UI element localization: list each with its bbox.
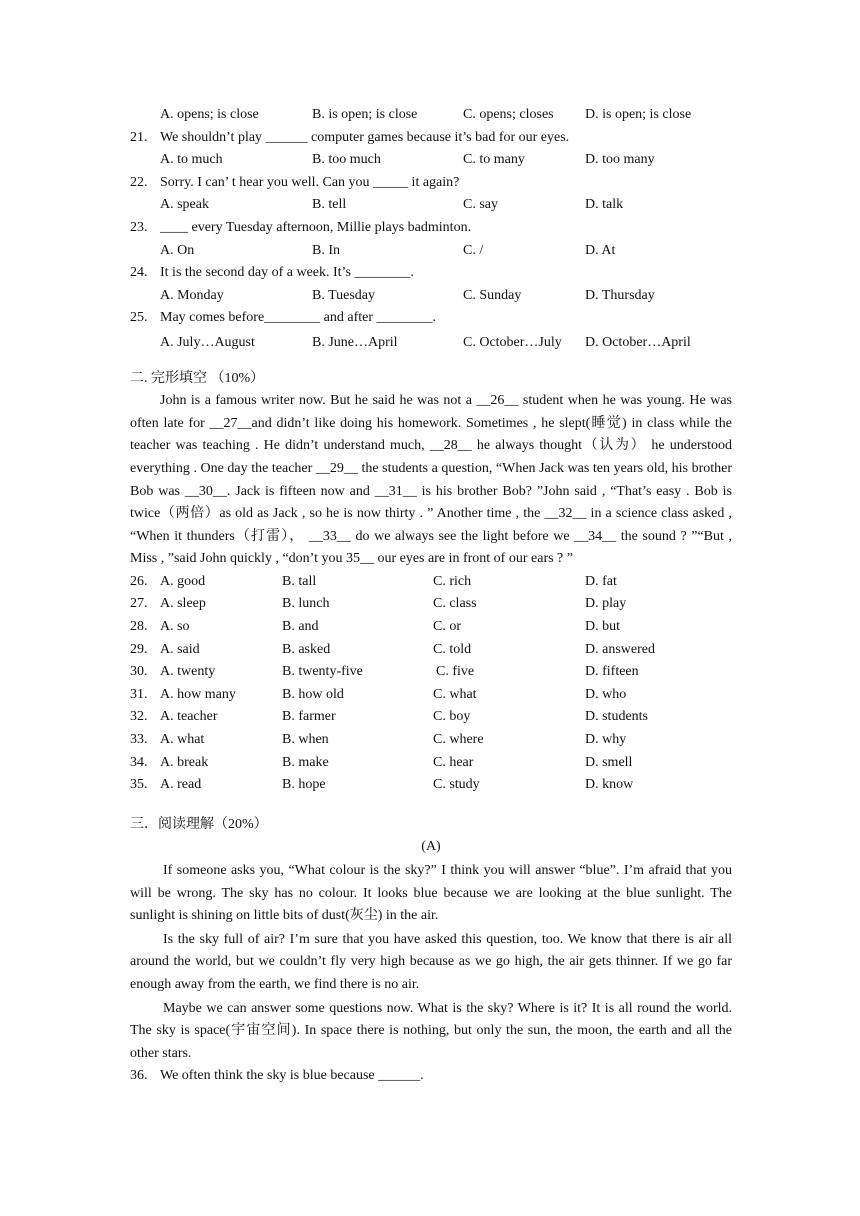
option-b[interactable]: B. twenty-five bbox=[282, 664, 363, 680]
q24-options bbox=[160, 285, 732, 308]
exam-page bbox=[130, 104, 732, 1088]
item-number: 27. bbox=[130, 596, 148, 612]
option-a[interactable]: A. how many bbox=[160, 686, 236, 702]
option-a[interactable]: A. speak bbox=[160, 197, 209, 213]
option-b[interactable]: B. farmer bbox=[282, 709, 336, 725]
question-text: We often think the sky is blue because ______. bbox=[160, 1068, 424, 1084]
item-number: 29. bbox=[130, 641, 148, 657]
option-b[interactable]: B. is open; is close bbox=[312, 107, 418, 122]
option-b[interactable]: B. make bbox=[282, 754, 329, 770]
item-number: 34. bbox=[130, 754, 148, 770]
option-b[interactable]: B. Tuesday bbox=[312, 287, 376, 303]
question-number: 22. bbox=[130, 174, 148, 190]
question-36 bbox=[130, 1065, 732, 1088]
option-c[interactable]: C. to many bbox=[463, 152, 525, 168]
reading-paragraph-1: If someone asks you, “What colour is the sky?” I think you will answer “blue”. I’m afraid that you will be wrong. The sky has no colour. It looks blue because we are looking at the blue sunlight. The sunlight is shining on little bits of dust(灰尘) in the air. bbox=[130, 863, 732, 924]
cloze-options bbox=[130, 571, 732, 797]
cloze-item-28 bbox=[130, 616, 732, 639]
option-a[interactable]: A. break bbox=[160, 754, 209, 770]
question-text: May comes before________ and after ________. bbox=[160, 310, 437, 326]
option-a[interactable]: A. July…August bbox=[160, 334, 255, 350]
option-b[interactable]: B. too much bbox=[312, 152, 381, 168]
option-a[interactable]: A. so bbox=[160, 619, 190, 635]
item-number: 26. bbox=[130, 573, 148, 589]
item-number: 35. bbox=[130, 777, 148, 793]
option-d[interactable]: D. smell bbox=[585, 754, 633, 770]
option-d[interactable]: D. students bbox=[585, 709, 648, 725]
option-c[interactable]: C. study bbox=[433, 777, 480, 793]
option-d[interactable]: D. fat bbox=[585, 573, 617, 589]
option-a[interactable]: A. opens; is close bbox=[160, 107, 259, 122]
option-d[interactable]: D. At bbox=[585, 242, 616, 258]
option-c[interactable]: C. hear bbox=[433, 754, 474, 770]
option-b[interactable]: B. how old bbox=[282, 686, 344, 702]
question-21 bbox=[130, 127, 732, 150]
cloze-passage: John is a famous writer now. But he said he was not a __26__ student when he was young. He was often late for __27__and didn’t like doing his homework. Sometimes , he slept(睡觉) in class while the teacher was teaching . He didn’t understand much, __28__ he always thought（认为） he understood everything . One day the teacher __29__ the students a question, “When Jack was ten years old, his brother Bob was __30__. Jack is fifteen now and __31__ is his brother Bob? ”John said , “That’s easy . Bob is twice（两倍）as old as Jack , so he is now thirty . ” Another time , the __32__ in a science class asked , “When it thunders（打雷）， __33__ do we always see the light before we __34__ the sound ? ”“But , Miss , ”said John quickly , “don’t you 35__ our eyes are in front of our ears ? ” bbox=[130, 393, 732, 567]
cloze-item-26 bbox=[130, 571, 732, 594]
option-d[interactable]: D. too many bbox=[585, 152, 655, 168]
option-c[interactable]: C. October…July bbox=[463, 334, 562, 350]
option-c[interactable]: C. say bbox=[463, 197, 498, 213]
option-b[interactable]: B. asked bbox=[282, 641, 331, 657]
question-25 bbox=[130, 307, 732, 330]
option-b[interactable]: B. hope bbox=[282, 777, 326, 793]
question-text: ____ every Tuesday afternoon, Millie plays badminton. bbox=[160, 219, 472, 235]
option-a[interactable]: A. twenty bbox=[160, 664, 216, 680]
cloze-item-35 bbox=[130, 774, 732, 797]
q22-options bbox=[160, 194, 732, 217]
cloze-item-34 bbox=[130, 752, 732, 775]
question-number: 24. bbox=[130, 265, 148, 281]
section-title-cloze: 二. 完形填空 （10%） bbox=[130, 370, 265, 386]
option-d[interactable]: D. answered bbox=[585, 641, 655, 657]
reading-paragraph-3: Maybe we can answer some questions now. What is the sky? Where is it? It is all round the world. The sky is space(宇宙空间). In space there is nothing, but only the sun, the moon, the earth and all the other stars. bbox=[130, 1000, 732, 1061]
reading-paragraph-2: Is the sky full of air? I’m sure that you have asked this question, too. We know that there is air all around the world, but we couldn’t fly very high because as we go high, the air gets thinner. If we go far enough away from the earth, we find there is no air. bbox=[130, 931, 732, 992]
option-a[interactable]: A. On bbox=[160, 242, 195, 258]
option-a[interactable]: A. sleep bbox=[160, 596, 206, 612]
option-a[interactable]: A. read bbox=[160, 777, 202, 793]
option-b[interactable]: B. tall bbox=[282, 573, 317, 589]
option-a[interactable]: A. what bbox=[160, 732, 205, 748]
question-number: 25. bbox=[130, 310, 148, 326]
option-b[interactable]: B. In bbox=[312, 242, 340, 258]
option-c[interactable]: C. what bbox=[433, 686, 477, 702]
option-c[interactable]: C. class bbox=[433, 596, 477, 612]
option-d[interactable]: D. talk bbox=[585, 197, 624, 213]
section-title-reading: 三．阅读理解（20%） bbox=[130, 816, 268, 832]
item-number: 33. bbox=[130, 732, 148, 748]
option-a[interactable]: A. Monday bbox=[160, 287, 224, 303]
cloze-item-27 bbox=[130, 593, 732, 616]
question-number: 23. bbox=[130, 219, 148, 235]
option-d[interactable]: D. why bbox=[585, 732, 627, 748]
option-c[interactable]: C. Sunday bbox=[463, 287, 522, 303]
option-c[interactable]: C. boy bbox=[433, 709, 471, 725]
option-b[interactable]: B. and bbox=[282, 619, 319, 635]
option-b[interactable]: B. tell bbox=[312, 197, 347, 213]
question-text: Sorry. I can’ t hear you well. Can you _____ it again? bbox=[160, 174, 460, 190]
cloze-item-29 bbox=[130, 639, 732, 662]
option-a[interactable]: A. good bbox=[160, 573, 206, 589]
option-c[interactable]: C. or bbox=[433, 619, 461, 635]
q20-options bbox=[160, 104, 732, 127]
q23-options bbox=[160, 240, 732, 263]
question-number: 21. bbox=[130, 129, 148, 145]
cloze-item-32 bbox=[130, 706, 732, 729]
cloze-item-31 bbox=[130, 684, 732, 707]
option-c[interactable]: C. opens; closes bbox=[463, 107, 554, 122]
option-c[interactable]: C. rich bbox=[433, 573, 472, 589]
question-text: It is the second day of a week. It’s ________. bbox=[160, 265, 414, 281]
item-number: 32. bbox=[130, 709, 148, 725]
cloze-item-30 bbox=[130, 661, 732, 684]
option-d[interactable]: D. play bbox=[585, 596, 627, 612]
passage-label: (A) bbox=[421, 839, 441, 855]
option-c[interactable]: C. told bbox=[433, 641, 472, 657]
option-d[interactable]: D. who bbox=[585, 686, 627, 702]
option-a[interactable]: A. said bbox=[160, 641, 200, 657]
question-22 bbox=[130, 172, 732, 195]
option-d[interactable]: D. know bbox=[585, 777, 634, 793]
q25-options bbox=[160, 332, 732, 355]
question-number: 36. bbox=[130, 1068, 148, 1084]
option-b[interactable]: B. when bbox=[282, 732, 329, 748]
q21-options bbox=[160, 149, 732, 172]
question-24 bbox=[130, 262, 732, 285]
option-d[interactable]: D. October…April bbox=[585, 334, 691, 350]
question-text: We shouldn’t play ______ computer games because it’s bad for our eyes. bbox=[160, 129, 570, 145]
option-d[interactable]: D. is open; is close bbox=[585, 107, 692, 122]
option-c[interactable]: C. five bbox=[436, 664, 475, 680]
option-d[interactable]: D. but bbox=[585, 619, 620, 635]
option-a[interactable]: A. to much bbox=[160, 152, 223, 168]
item-number: 31. bbox=[130, 686, 148, 702]
question-23 bbox=[130, 217, 732, 240]
cloze-item-33 bbox=[130, 729, 732, 752]
option-c[interactable]: C. where bbox=[433, 732, 484, 748]
option-b[interactable]: B. June…April bbox=[312, 334, 398, 350]
option-c[interactable]: C. / bbox=[463, 242, 484, 258]
option-d[interactable]: D. fifteen bbox=[585, 664, 639, 680]
item-number: 30. bbox=[130, 664, 148, 680]
option-a[interactable]: A. teacher bbox=[160, 709, 218, 725]
option-d[interactable]: D. Thursday bbox=[585, 287, 655, 303]
option-b[interactable]: B. lunch bbox=[282, 596, 330, 612]
item-number: 28. bbox=[130, 619, 148, 635]
